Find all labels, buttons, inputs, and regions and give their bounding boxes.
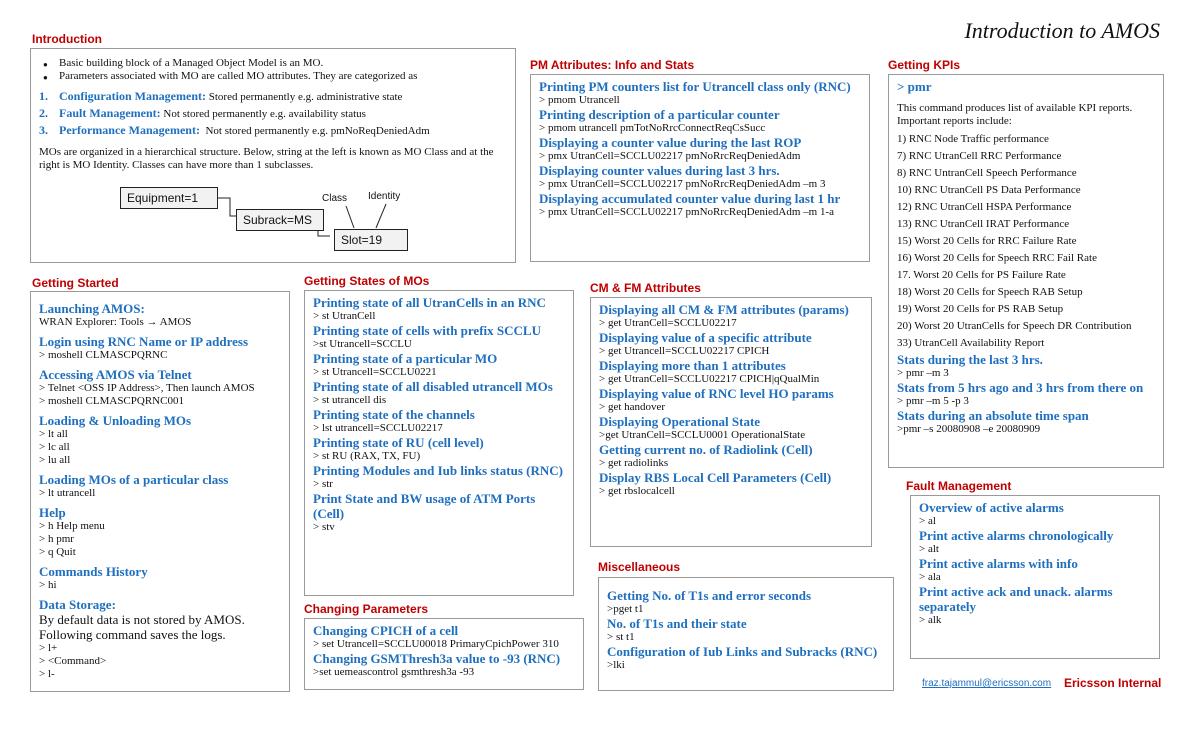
kpi-report: 18) Worst 20 Cells for Speech RAB Setup (897, 286, 1083, 298)
kpi-report: 12) RNC UtranCell HSPA Performance (897, 201, 1072, 213)
section-title-kpi: Getting KPIs (888, 58, 961, 72)
kpi-report-list (897, 131, 1155, 352)
kpi-box (888, 74, 1164, 468)
gs-item: Login using RNC Name or IP address > moshell CLMASCPQRNC (39, 334, 248, 361)
cmfm-item: Displaying value of RNC level HO params > get handover (599, 386, 834, 413)
gs-item: Commands History > hi (39, 564, 148, 591)
pm-item: Displaying a counter value during the last ROP > pmx UtranCell=SCCLU02217 pmNoRrcReqDeniedAdm (539, 135, 802, 162)
gs-item: Accessing AMOS via Telnet > Telnet <OSS IP Address>, Then launch AMOS > moshell CLMASCPQRNC001 (39, 367, 255, 407)
mo-subrack: Subrack=MS (236, 209, 324, 231)
fault-box (910, 495, 1160, 659)
state-item: Printing state of cells with prefix SCCLU >st Utrancell=SCCLU (313, 323, 541, 350)
identity-pointer (376, 204, 386, 228)
intro-paragraph: MOs are organized in a hierarchical structure. Below, string at the left is known as MO Class and at the right is MO Identity. Classes can have more than 1 subclasses. (39, 146, 494, 171)
pm-item: Printing PM counters list for Utrancell class only (RNC) > pmom Utrancell (539, 79, 851, 106)
pm-item: Displaying accumulated counter value during last 1 hr > pmx UtranCell=SCCLU02217 pmNoRrcReqDeniedAdm –m 1-a (539, 191, 841, 218)
misc-item: No. of T1s and their state > st t1 (607, 616, 747, 643)
misc-item: Configuration of Iub Links and Subracks (RNC) >lki (607, 644, 878, 671)
kpi-report: 16) Worst 20 Cells for Speech RRC Fail Rate (897, 252, 1097, 264)
classification-label: Ericsson Internal (1064, 676, 1162, 690)
category-row: 2. Fault Management: Not stored permanently e.g. availability status (39, 106, 366, 120)
kpi-report: 15) Worst 20 Cells for RRC Failure Rate (897, 235, 1077, 247)
identity-label: Identity (368, 191, 401, 202)
state-item: Printing state of all disabled utrancell MOs > st utrancell dis (313, 379, 553, 406)
kpi-report: 20) Worst 20 UtranCells for Speech DR Contribution (897, 320, 1132, 332)
gs-item: Data Storage: By default data is not stored by AMOS. Following command saves the logs. > l+ > <Command> > l- (39, 597, 245, 680)
kpi-report: 17. Worst 20 Cells for PS Failure Rate (897, 269, 1066, 281)
cmfm-item: Displaying Operational State >get UtranCell=SCCLU0001 OperationalState (599, 414, 806, 441)
section-title-fault: Fault Management (906, 479, 1012, 493)
gs-item: Launching AMOS: WRAN Explorer: Tools → AMOS (39, 301, 192, 328)
kpi-report: 8) RNC UntranCell Speech Performance (897, 167, 1077, 179)
section-title-cmfm: CM & FM Attributes (590, 281, 701, 295)
kpi-item: Stats during an absolute time span >pmr –s 20080908 –e 20080909 (897, 408, 1089, 435)
section-title-states: Getting States of MOs (304, 274, 430, 288)
changing-item: Changing CPICH of a cell > set Utrancell=SCCLU00018 PrimaryCpichPower 310 (313, 623, 559, 650)
fault-item: Print active alarms with info > ala (919, 556, 1078, 583)
changing-box (304, 618, 584, 690)
section-title-pm: PM Attributes: Info and Stats (530, 58, 695, 72)
kpi-item: Stats during the last 3 hrs. > pmr –m 3 (897, 352, 1043, 379)
state-item: Print State and BW usage of ATM Ports (Cell) > stv (313, 491, 536, 533)
kpi-command: > pmr (897, 79, 932, 94)
kpi-report: 13) RNC UtranCell IRAT Performance (897, 218, 1070, 230)
pm-box (530, 74, 870, 262)
section-title-misc: Miscellaneous (598, 560, 681, 574)
author-email-link[interactable]: fraz.tajammul@ericsson.com (922, 678, 1052, 689)
state-item: Printing state of RU (cell level) > st RU (RAX, TX, FU) (313, 435, 484, 462)
changing-item: Changing GSMThresh3a value to -93 (RNC) >set uemeascontrol gsmthresh3a -93 (313, 651, 561, 678)
kpi-report: 1) RNC Node Traffic performance (897, 133, 1049, 145)
gs-item: Help > h Help menu > h pmr > q Quit (39, 505, 105, 558)
cmfm-item: Getting current no. of Radiolink (Cell) > get radiolinks (599, 442, 813, 469)
intro-categories (39, 89, 507, 138)
cmfm-item: Displaying value of a specific attribute > get Utrancell=SCCLU02217 CPICH (599, 330, 812, 357)
mo-equipment: Equipment=1 (120, 187, 218, 209)
fault-item: Print active ack and unack. alarms separately > alk (919, 584, 1113, 626)
class-pointer (346, 206, 354, 228)
kpi-item: Stats from 5 hrs ago and 3 hrs from there on > pmr –m 5 -p 3 (897, 380, 1144, 407)
section-title-getting-started: Getting Started (32, 276, 119, 290)
intro-bullets (39, 57, 507, 83)
kpi-report: 10) RNC UtranCell PS Data Performance (897, 184, 1081, 196)
misc-item: Getting No. of T1s and error seconds >pget t1 (607, 588, 812, 615)
state-item: Printing Modules and Iub links status (RNC) > str (313, 463, 563, 490)
kpi-report: 7) RNC UtranCell RRC Performance (897, 150, 1062, 162)
mo-slot: Slot=19 (334, 229, 408, 251)
cmfm-item: Displaying all CM & FM attributes (params) > get UtranCell=SCCLU02217 (599, 302, 849, 329)
cmfm-box (590, 297, 872, 547)
pm-item: Displaying counter values during last 3 hrs. > pmx UtranCell=SCCLU02217 pmNoRrcReqDeniedAdm –m 3 (539, 163, 826, 190)
category-row: 3. Performance Management: Not stored permanently e.g. pmNoReqDeniedAdm (39, 123, 430, 137)
cmfm-item: Displaying more than 1 attributes > get UtranCell=SCCLU02217 CPICH|qQualMin (599, 358, 820, 385)
kpi-intro: This command produces list of available KPI reports. Important reports include: (897, 102, 1133, 127)
section-title-changing: Changing Parameters (304, 602, 429, 616)
kpi-report: 33) UtranCell Availability Report (897, 337, 1045, 349)
misc-box (598, 577, 894, 691)
state-item: Printing state of a particular MO > st Utrancell=SCCLU0221 (313, 351, 498, 378)
kpi-report: 19) Worst 20 Cells for PS RAB Setup (897, 303, 1064, 315)
category-row: 1. Configuration Management: Stored permanently e.g. administrative state (39, 89, 403, 103)
fault-item: Overview of active alarms > al (919, 500, 1064, 527)
state-item: Printing state of all UtranCells in an RNC > st UtranCell (313, 295, 546, 322)
gs-item: Loading MOs of a particular class > lt utrancell (39, 472, 229, 499)
page-title: Introduction to AMOS (964, 18, 1160, 43)
gs-item: Loading & Unloading MOs > lt all > lc all > lu all (39, 413, 192, 466)
getting-started-box (30, 291, 290, 692)
states-box (304, 290, 574, 596)
section-title-introduction: Introduction (32, 32, 102, 46)
fault-item: Print active alarms chronologically > alt (919, 528, 1114, 555)
state-item: Printing state of the channels > lst utrancell=SCCLU02217 (313, 407, 475, 434)
intro-bullet: ● Parameters associated with MO are called MO attributes. They are categorized as (59, 70, 507, 83)
pm-item: Printing description of a particular counter > pmom utrancell pmTotNoRrcConnectReqCsSucc (539, 107, 780, 134)
class-label: Class (322, 193, 348, 204)
cmfm-item: Display RBS Local Cell Parameters (Cell) > get rbslocalcell (599, 470, 832, 497)
intro-bullet: ● Basic building block of a Managed Object Model is an MO. (59, 57, 507, 70)
